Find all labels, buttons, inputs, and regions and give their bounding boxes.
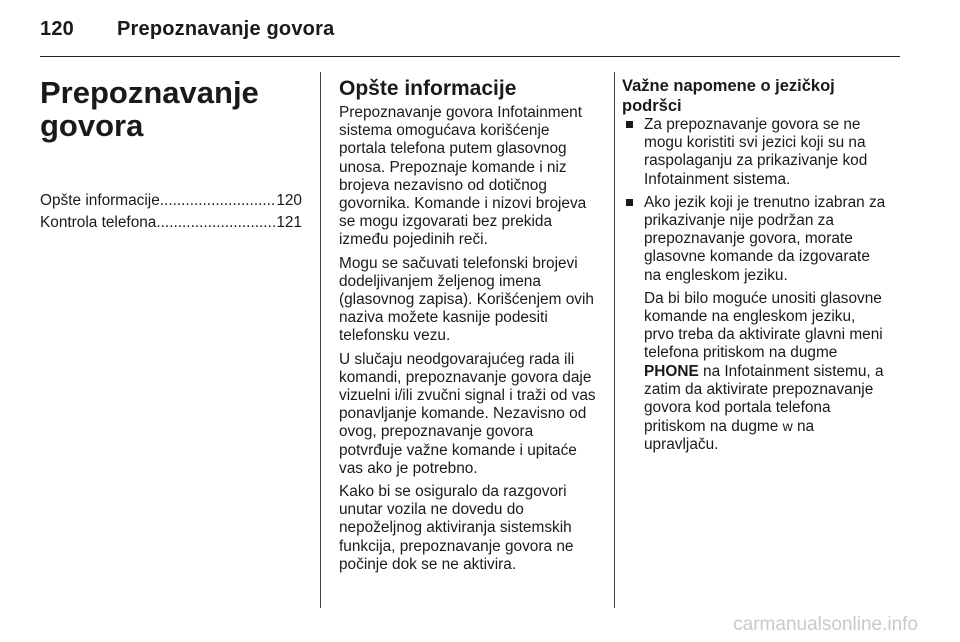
text-line: između pojedinih reči. xyxy=(339,231,488,249)
bullet-list xyxy=(622,116,904,285)
text-line: zatim da aktivirate prepoznavanje xyxy=(644,380,874,398)
text-line: telefonsku vezu. xyxy=(339,327,451,345)
text-line: Prepoznavanje govora Infotainment xyxy=(339,104,582,121)
page-number: 120 xyxy=(40,18,74,40)
toc-label: Opšte informacije xyxy=(40,192,160,209)
text-line: komande na engleskom jeziku, xyxy=(644,308,856,326)
toc-page: 121 xyxy=(276,214,302,231)
text-line: prikazivanje nije podržan za xyxy=(644,212,834,230)
text-line: vas ako je potrebno. xyxy=(339,459,478,477)
chapter-title: Prepoznavanje govora xyxy=(40,75,259,143)
text-line: potvrđuje važne komande i upitaće xyxy=(339,441,577,459)
text-line: prvo treba da aktivirate glavni meni xyxy=(644,326,883,344)
text-line: Ako jezik koji je trenutno izabran za xyxy=(644,193,886,211)
text-line: počinje dok se ne aktivira. xyxy=(339,555,517,573)
subsection-title: Važne napomene o jezičkoj podršci xyxy=(622,77,835,115)
text-line: na engleskom jeziku. xyxy=(644,266,788,284)
text-line: vizuelni i/ili zvučni signal i traži od vas xyxy=(339,387,596,405)
text-line: naziva možete kasnije podesiti xyxy=(339,309,548,327)
text-line: brojeva nezavisno od dotičnog xyxy=(339,176,547,194)
text-line: Kako bi se osiguralo da razgovori xyxy=(339,483,567,501)
body-paragraph xyxy=(339,483,605,574)
continuation-paragraph: Da bi bilo moguće unositi glasovne komande na engleskom jeziku, prvo treba da aktivirate glavni meni telefona pritiskom na dugme PHONE na Infotainment sistemu, a zatim da aktivirate prepoznavanje govora kod portala telefona pritiskom na dugme w na upravljaču. xyxy=(644,289,884,454)
toc-entry[interactable] xyxy=(40,190,302,212)
right-column xyxy=(622,72,904,460)
section-title: Opšte informacije xyxy=(339,77,517,100)
column-divider xyxy=(614,72,615,608)
text-line: (glasovnog zapisa). Korišćenjem ovih xyxy=(339,291,594,309)
text-line: govornika. Komande i nizovi brojeva xyxy=(339,195,587,213)
text-line: portala telefona putem glasovnog xyxy=(339,140,567,158)
toc-page: 120 xyxy=(276,192,302,209)
text-line: komandi, prepoznavanje govora daje xyxy=(339,368,592,386)
text-line: mogu koristiti svi jezici koji su na xyxy=(644,134,866,152)
text-line: se mogu izgovarati bez prekida xyxy=(339,213,553,231)
body-paragraph xyxy=(339,104,605,250)
text-line: ovog, prepoznavanje govora xyxy=(339,423,534,441)
text-line: dodeljivanjem željenog imena xyxy=(339,272,541,290)
bullet-item xyxy=(622,194,904,285)
body-paragraph xyxy=(339,255,605,346)
bullet-item xyxy=(622,116,904,189)
text-line: U slučaju neodgovarajućeg rada ili xyxy=(339,350,575,368)
column-divider xyxy=(320,72,321,608)
text-line: govora kod portala telefona xyxy=(644,399,831,417)
text-line: unosa. Prepoznaje komande i niz xyxy=(339,158,567,176)
body-paragraph xyxy=(339,351,605,478)
table-of-contents xyxy=(40,190,302,234)
text-line: Infotainment sistema. xyxy=(644,170,791,188)
header-rule xyxy=(40,56,900,57)
toc-label: Kontrola telefona xyxy=(40,214,157,231)
text-line: prepoznavanje govora, morate xyxy=(644,230,853,248)
text-line: unutar vozila ne dovedu do xyxy=(339,501,524,519)
steering-wheel-phone-icon: w xyxy=(782,418,793,435)
text-line: ponavljanje komande. Nezavisno od xyxy=(339,405,587,423)
middle-column xyxy=(339,72,605,579)
page-header xyxy=(40,18,334,41)
text-line: glasovne komande da izgovarate xyxy=(644,248,870,266)
text-line: sistema omogućava korišćenje xyxy=(339,122,550,140)
text-line: Da bi bilo moguće unositi glasovne xyxy=(644,289,882,307)
text-line: raspolaganju za prikazivanje kod xyxy=(644,152,868,170)
left-column xyxy=(40,72,302,234)
text-line: telefona pritiskom na dugme xyxy=(644,344,838,362)
phone-button-label: PHONE xyxy=(644,362,699,380)
watermark: carmanualsonline.info xyxy=(733,614,918,635)
text-line: Mogu se sačuvati telefonski brojevi xyxy=(339,254,578,272)
toc-entry[interactable] xyxy=(40,212,302,234)
header-title: Prepoznavanje govora xyxy=(117,18,335,40)
text-line: nepoželjnog aktiviranja sistemskih xyxy=(339,519,572,537)
text-line: Za prepoznavanje govora se ne xyxy=(644,116,861,133)
text-line: funkcija, prepoznavanje govora ne xyxy=(339,537,574,555)
